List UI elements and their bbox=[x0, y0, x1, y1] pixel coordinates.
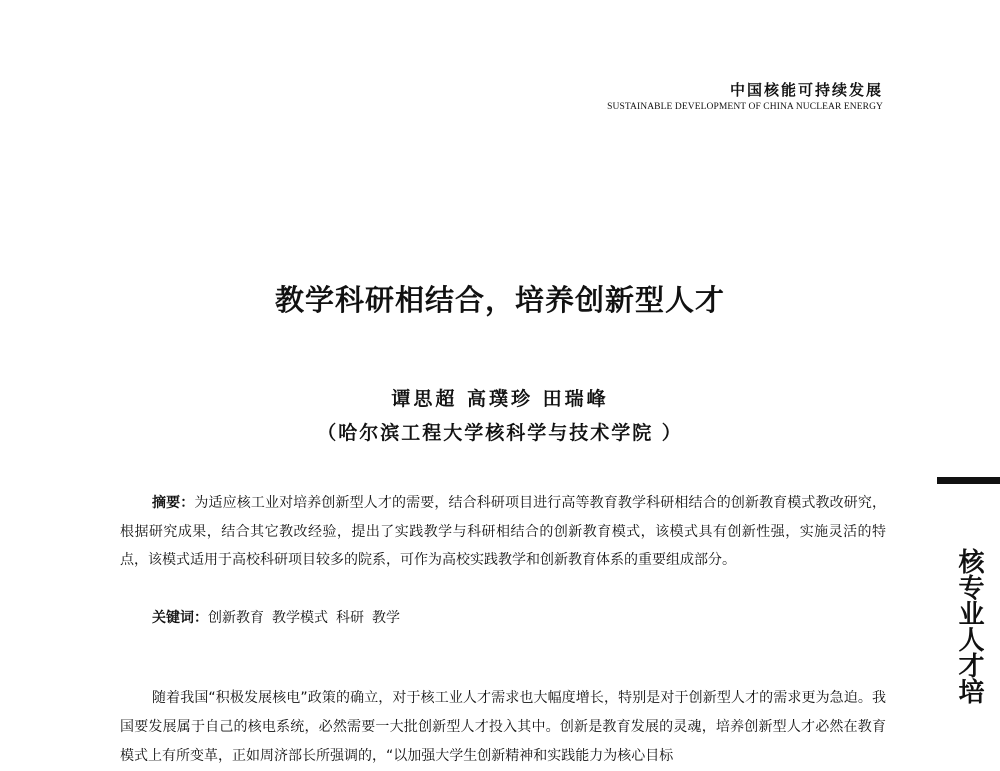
section-side-label: 核专业人才培 bbox=[954, 548, 984, 704]
keyword: 创新教育 bbox=[208, 610, 264, 626]
journal-name-en: SUSTAINABLE DEVELOPMENT OF CHINA NUCLEAR ENERGY bbox=[607, 102, 883, 112]
keyword: 教学 bbox=[372, 610, 400, 626]
article-authors: 谭思超 高璞珍 田瑞峰 bbox=[391, 388, 609, 410]
keyword: 科研 bbox=[336, 610, 364, 626]
section-marker-bar bbox=[937, 477, 1000, 484]
abstract-text: 为适应核工业对培养创新型人才的需要，结合科研项目进行高等教育教学科研相结合的创新教育模式教改研究，根据研究成果，结合其它教改经验，提出了实践教学与科研相结合的创新教育模式，该模式具有创新性强，实施灵活的特点，该模式适用于高校科研项目较多的院系，可作为高校实践教学和创新教育体系的重要组成部分。 bbox=[120, 495, 887, 568]
body-paragraph: 随着我国“积极发展核电”政策的确立，对于核工业人才需求也大幅度增长，特别是对于创新型人才的需求更为急迫。我国要发展属于自己的核电系统，必然需要一大批创新型人才投入其中。创新是教育发展的灵魂，培养创新型人才必然在教育模式上有所变革，正如周济部长所强调的，“以加强大学生创新精神和实践能力为核心目标 bbox=[120, 690, 886, 764]
journal-name-cn: 中国核能可持续发展 bbox=[729, 81, 883, 99]
keywords bbox=[152, 604, 408, 632]
abstract bbox=[120, 489, 886, 575]
journal-header bbox=[607, 81, 883, 113]
article-title: 教学科研相结合，培养创新型人才 bbox=[274, 283, 725, 317]
author-affiliation: （哈尔滨工程大学核科学与技术学院 ） bbox=[317, 422, 683, 444]
keyword: 教学模式 bbox=[272, 610, 328, 626]
keywords-label: 关键词： bbox=[152, 610, 208, 626]
abstract-label: 摘要： bbox=[152, 495, 195, 511]
